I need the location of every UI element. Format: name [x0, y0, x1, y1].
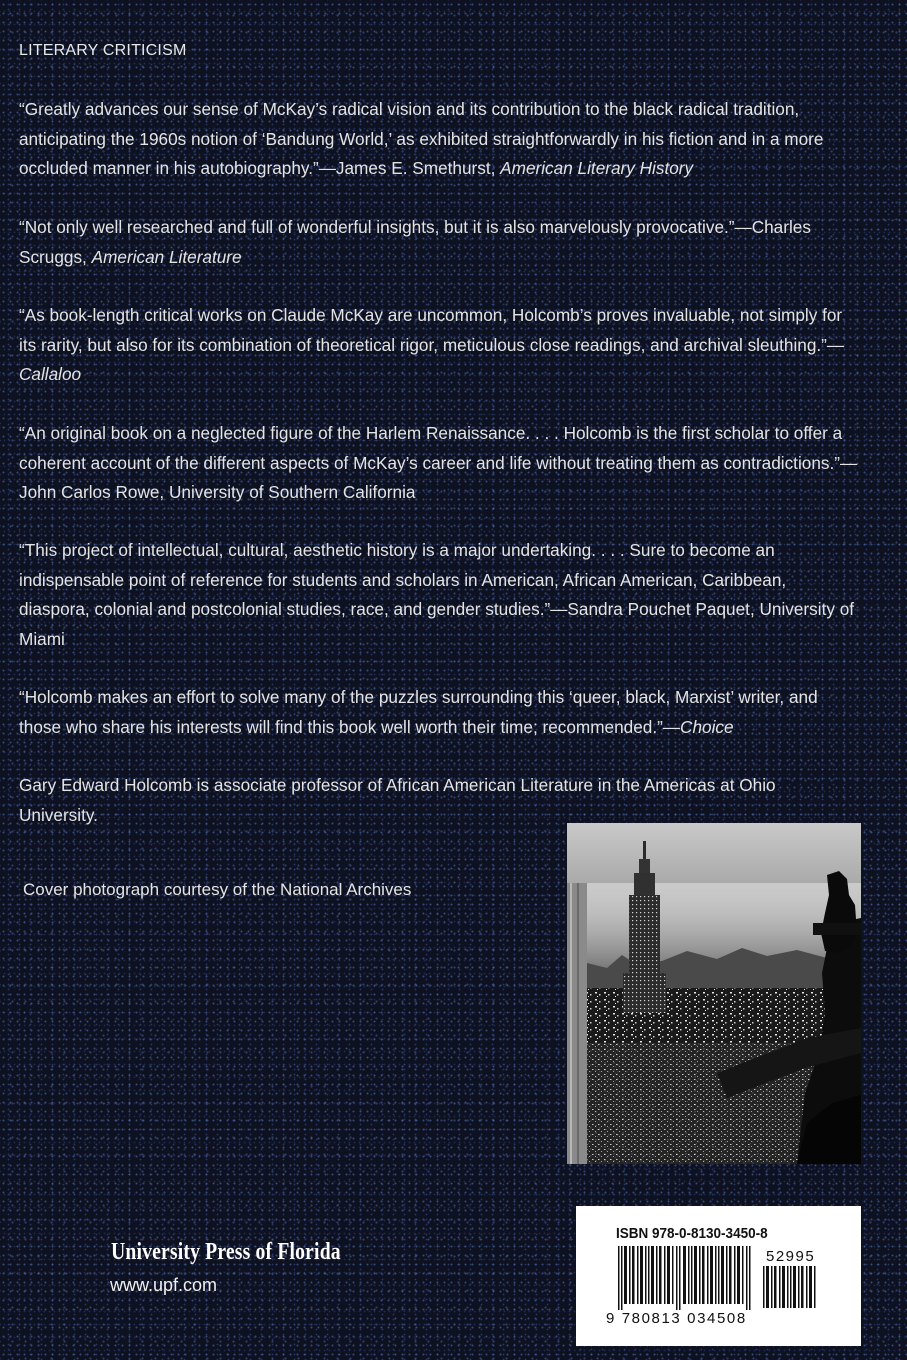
city-night-photo-image — [567, 823, 861, 1164]
review-blurb-2 — [19, 213, 859, 272]
category-label: LITERARY CRITICISM — [19, 42, 187, 59]
price-addon-digits: 52995 — [766, 1248, 816, 1265]
blurb-text: “Not only well researched and full of wonderful insights, but it is also marvelously provocative.”—Charles Scruggs, — [19, 217, 811, 267]
blurb-text: “As book-length critical works on Claude McKay are uncommon, Holcomb’s proves invaluable, not simply for its rarity, but also for its combination of theoretical rigor, meticulous close readings, and archival sleuthing.”— — [19, 305, 845, 355]
blurb-source: Choice — [680, 716, 734, 737]
review-blurb-5 — [19, 536, 859, 654]
blurb-source: American Literary History — [500, 158, 694, 178]
publisher-website[interactable]: www.upf.com — [110, 1275, 218, 1295]
author-bio: Gary Edward Holcomb is associate professor of African American Literature in the Americas at Ohio University. — [19, 775, 776, 825]
ean-digits: 9 780813 034508 — [606, 1310, 747, 1327]
blurb-text: “This project of intellectual, cultural, aesthetic history is a major undertaking. . . . Sure to become an indispensable point of reference for students and scholars in American, African American, Caribbean, diaspora, colonial and postcolonial studies, race, and gender studies.”—Sandra Pouchet Paquet, University of Miami — [19, 540, 855, 649]
review-blurb-1 — [19, 95, 859, 184]
blurb-text: “An original book on a neglected figure of the Harlem Renaissance. . . . Holcomb is the first scholar to offer a coherent account of the different aspects of McKay’s career and life without treating them as contradictions.”—John Carlos Rowe, University of Southern California — [19, 423, 858, 502]
publisher-name: University Press of Florida — [111, 1239, 341, 1265]
ean-barcode — [616, 1246, 756, 1310]
blurb-source: American Literature — [91, 246, 242, 267]
cover-photograph — [567, 823, 861, 1164]
price-addon-barcode — [762, 1266, 818, 1308]
cover-credit: Cover photograph courtesy of the National Archives — [23, 880, 412, 899]
review-blurb-4 — [19, 419, 859, 508]
blurb-source: Callaloo — [19, 364, 82, 384]
isbn-label: ISBN 978-0-8130-3450-8 — [616, 1225, 768, 1242]
blurb-text: “Greatly advances our sense of McKay’s radical vision and its contribution to the black radical tradition, anticipating the 1960s notion of ‘Bandung World,’ as exhibited straightforwardly in his fiction and in a more occluded manner in his autobiography.”—James E. Smethurst, — [19, 99, 824, 178]
review-blurb-3 — [19, 301, 859, 390]
review-blurb-6 — [19, 683, 859, 742]
blurb-text: “Holcomb makes an effort to solve many of the puzzles surrounding this ‘queer, black, Marxist’ writer, and those who share his interests will find this book well worth their time; recommended.”— — [19, 687, 818, 737]
